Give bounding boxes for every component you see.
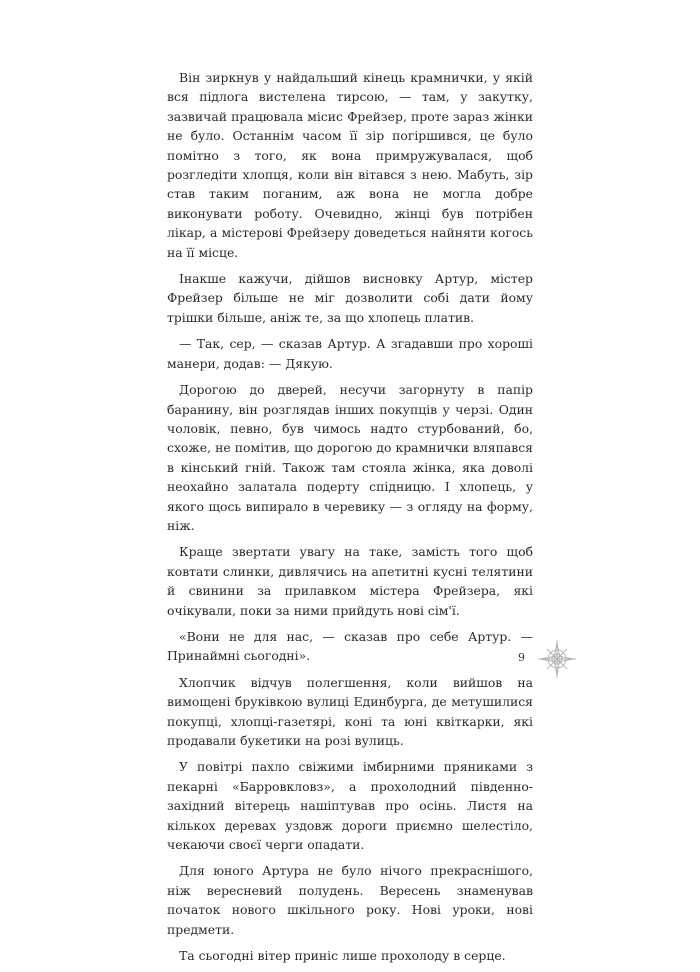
paragraph-5: Краще звертати увагу на таке, замість того щоб ковтати слинки, дивлячись на апетитні кусні телятини й свинини за прилавком містера Фрейзера, які очікували, поки за ними прийдуть нові сім'ї. [167, 544, 533, 618]
paragraph-4: Дорогою до дверей, несучи загорнуту в папір баранину, він розглядав інших покупців у черзі. Один чоловік, певно, був чимось надто стурбований, бо, схоже, не помітив, що дорогою до крамнички вляпався в кінський гній. Також там стояла жінка, яка доволі неохайно залатала подерту спідницю. І хлопець, у якого щось випирало в черевику — з огляду на форму, ніж. [167, 382, 533, 533]
compass-rose-icon [533, 638, 581, 680]
paragraph-2: Інакше кажучи, дійшов висновку Артур, містер Фрейзер більше не міг дозволити собі дати йому трішки більше, аніж те, за що хлопець платив. [167, 271, 533, 325]
paragraph-9: Для юного Артура не було нічого прекраснішого, ніж вересневий полудень. Вересень знаменував початок нового шкільного року. Нові уроки, нові предмети. [167, 863, 533, 937]
body-text [167, 68, 533, 972]
paragraph-6: «Вони не для нас, — сказав про себе Артур. — Принаймні сьогодні». [167, 628, 533, 664]
paragraph-7: Хлопчик відчув полегшення, коли вийшов на вимощені бруківкою вулиці Единбурга, де метушилися покупці, хлопці-газетярі, коні та юні квіткарки, які продавали букетики на розі вулиць. [167, 674, 533, 748]
page-number: 9 [518, 651, 525, 664]
paragraph-10: Та сьогодні вітер приніс лише прохолоду в серце. [179, 948, 506, 964]
paragraph-1: Він зиркнув у найдальший кінець крамнички, у якій вся підлога вистелена тирсою, — там, у закутку, зазвичай працювала місис Фрейзер, проте зараз жінки не було. Останнім часом її зір погіршився, це було помітно з того, як вона примружувалася, щоб розгледіти хлопця, коли він вітався з нею. Мабуть, зір став таким поганим, аж вона не могла добре виконувати роботу. Очевидно, жінці був потрібен лікар, а містерові Фрейзеру доведеться найняти когось на її місце. [167, 70, 533, 260]
paragraph-3: — Так, сер, — сказав Артур. А згадавши про хороші манери, додав: — Дякую. [167, 336, 533, 371]
paragraph-8: У повітрі пахло свіжими імбирними пряниками з пекарні «Барровкловз», а прохолодний південно-західний вітерець нашіптував про осінь. Листя на кількох деревах уздовж дороги приємно шелестіло, чекаючи своєї черги опадати. [167, 759, 533, 853]
